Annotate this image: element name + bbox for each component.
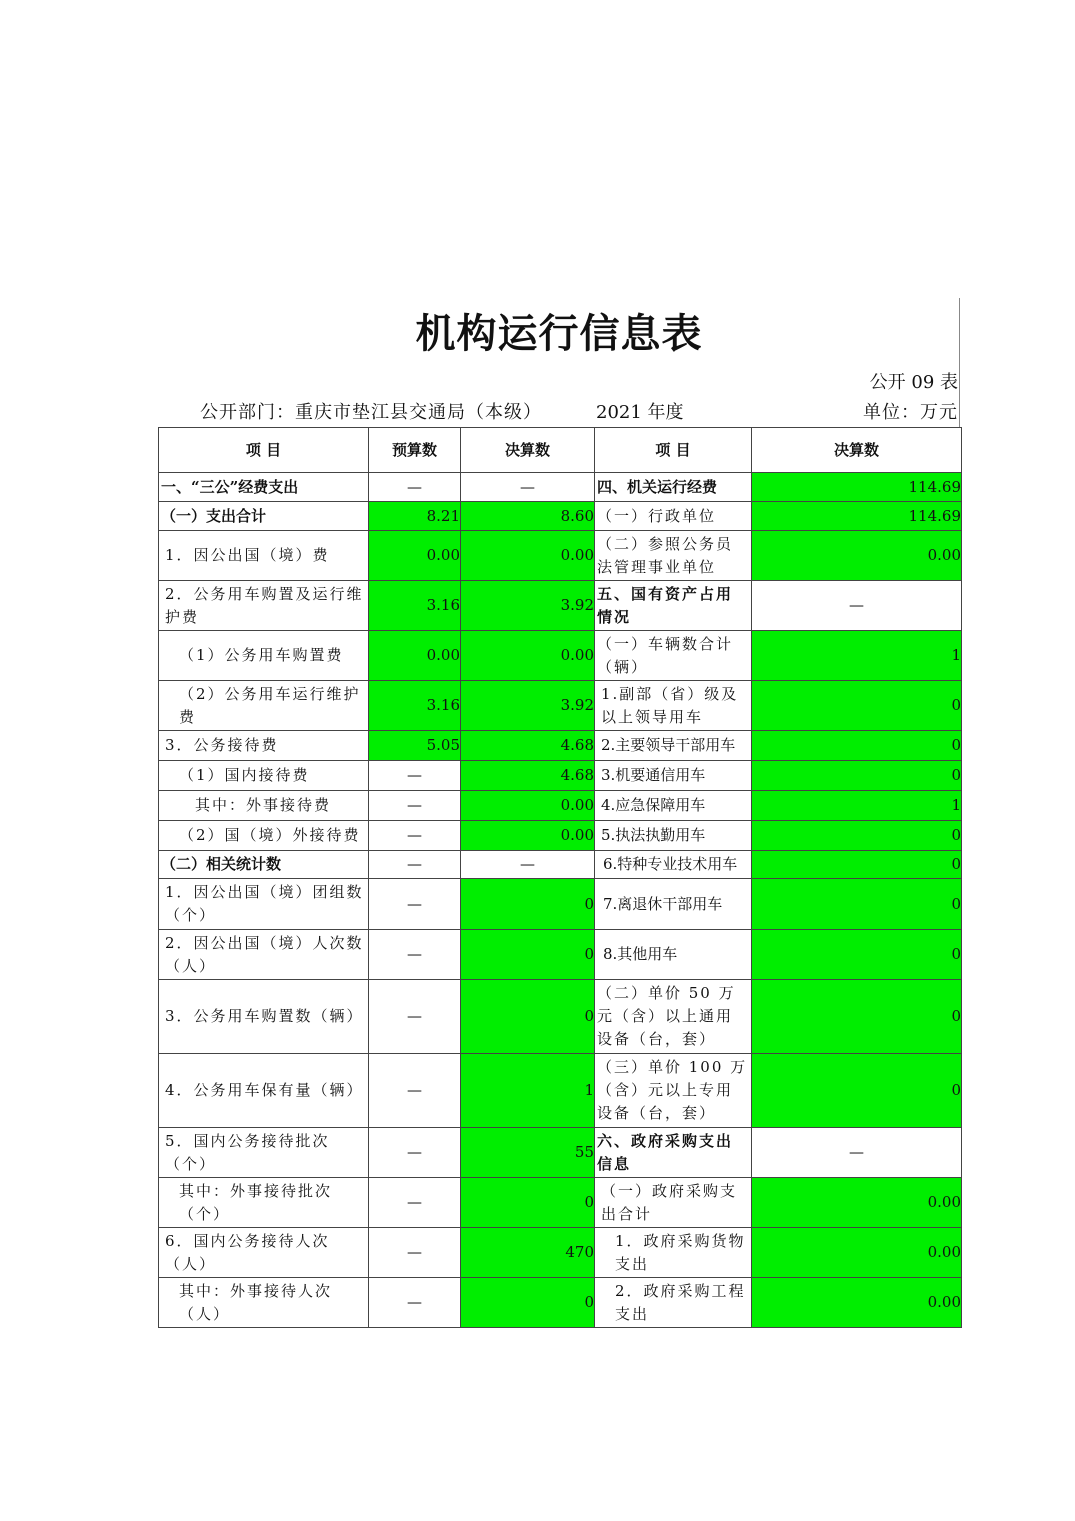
budget-cell: — (369, 761, 461, 791)
final-cell: 0.00 (461, 531, 595, 581)
right-label: 六、政府采购支出信息 (595, 1128, 752, 1178)
right-value: 0 (752, 681, 962, 731)
table-row (159, 1128, 962, 1178)
right-label: （一）行政单位 (595, 502, 752, 531)
right-label: （二）单价 50 万元（含）以上通用设备（台，套） (595, 980, 752, 1054)
final-cell: 0 (461, 980, 595, 1054)
table-row (159, 1178, 962, 1228)
budget-cell: — (369, 1054, 461, 1128)
right-value: 1 (752, 631, 962, 681)
final-cell: 0.00 (461, 631, 595, 681)
row-label: 1．因公出国（境）费 (159, 531, 369, 581)
budget-cell: 0.00 (369, 531, 461, 581)
budget-cell: 3.16 (369, 681, 461, 731)
right-value: 0 (752, 761, 962, 791)
right-value: 1 (752, 791, 962, 821)
department-label: 公开部门：重庆市垫江县交通局（本级） (200, 402, 542, 423)
budget-cell: 8.21 (369, 502, 461, 531)
row-label: 2．公务用车购置及运行维护费 (159, 581, 369, 631)
right-value: 0.00 (752, 1228, 962, 1278)
final-cell: 0 (461, 1278, 595, 1328)
row-label: （2）国（境）外接待费 (159, 821, 369, 851)
table-row (159, 631, 962, 681)
table-row (159, 821, 962, 851)
right-label: 1.副部（省）级及以上领导用车 (595, 681, 752, 731)
header-final-right: 决算数 (752, 428, 962, 473)
right-value: 0.00 (752, 1278, 962, 1328)
budget-cell: — (369, 879, 461, 930)
final-cell: 55 (461, 1128, 595, 1178)
right-label: （一）车辆数合计（辆） (595, 631, 752, 681)
right-label: （一）政府采购支出合计 (595, 1178, 752, 1228)
final-cell: 8.60 (461, 502, 595, 531)
row-label: 3．公务用车购置数（辆） (159, 980, 369, 1054)
page-title: 机构运行信息表 (415, 310, 703, 357)
table-row (159, 502, 962, 531)
header-item-right: 项 目 (595, 428, 752, 473)
final-cell: 0 (461, 879, 595, 930)
budget-cell: — (369, 1178, 461, 1228)
row-label: 3．公务接待费 (159, 731, 369, 761)
table-row (159, 980, 962, 1054)
final-cell: — (461, 473, 595, 502)
table-row (159, 791, 962, 821)
right-label: 3.机要通信用车 (595, 761, 752, 791)
final-cell: 3.92 (461, 681, 595, 731)
table-header-row (159, 428, 962, 473)
right-label: 5.执法执勤用车 (595, 821, 752, 851)
final-cell: 4.68 (461, 731, 595, 761)
final-cell: 4.68 (461, 761, 595, 791)
right-value: 0.00 (752, 1178, 962, 1228)
table-row (159, 581, 962, 631)
right-value: 114.69 (752, 502, 962, 531)
row-label: 1．因公出国（境）团组数（个） (159, 879, 369, 930)
final-cell: 0.00 (461, 821, 595, 851)
header-item: 项 目 (159, 428, 369, 473)
row-label: 一、“三公”经费支出 (159, 473, 369, 502)
table-row (159, 1278, 962, 1328)
table-row (159, 761, 962, 791)
table-row (159, 681, 962, 731)
unit-label: 单位：万元 (863, 402, 958, 423)
right-value: 0 (752, 980, 962, 1054)
row-label: （1）国内接待费 (159, 761, 369, 791)
row-label: 4．公务用车保有量（辆） (159, 1054, 369, 1128)
right-value: — (752, 581, 962, 631)
right-value: — (752, 1128, 962, 1178)
right-value: 0 (752, 930, 962, 980)
row-label: 其中：外事接待人次（人） (159, 1278, 369, 1328)
budget-cell: 0.00 (369, 631, 461, 681)
right-value: 0 (752, 731, 962, 761)
table-row (159, 531, 962, 581)
right-label: 8.其他用车 (595, 930, 752, 980)
row-label: （一）支出合计 (159, 502, 369, 531)
right-label: 4.应急保障用车 (595, 791, 752, 821)
table-row (159, 473, 962, 502)
final-cell: 470 (461, 1228, 595, 1278)
budget-cell: — (369, 1228, 461, 1278)
table-row (159, 1228, 962, 1278)
row-label: （2）公务用车运行维护费 (159, 681, 369, 731)
right-label: 6.特种专业技术用车 (595, 851, 752, 879)
right-value: 0 (752, 879, 962, 930)
right-label: （二）参照公务员法管理事业单位 (595, 531, 752, 581)
final-cell: 0 (461, 1178, 595, 1228)
row-label: 5．国内公务接待批次（个） (159, 1128, 369, 1178)
table-row (159, 879, 962, 930)
header-budget: 预算数 (369, 428, 461, 473)
right-label: 2.主要领导干部用车 (595, 731, 752, 761)
right-label: 2．政府采购工程支出 (595, 1278, 752, 1328)
final-cell: 1 (461, 1054, 595, 1128)
right-label: （三）单价 100 万（含）元以上专用设备（台，套） (595, 1054, 752, 1128)
right-label: 四、机关运行经费 (595, 473, 752, 502)
row-label: （二）相关统计数 (159, 851, 369, 879)
right-label: 1．政府采购货物支出 (595, 1228, 752, 1278)
budget-cell: 3.16 (369, 581, 461, 631)
header-final: 决算数 (461, 428, 595, 473)
table-row (159, 1054, 962, 1128)
right-value: 0 (752, 821, 962, 851)
right-label: 7.离退休干部用车 (595, 879, 752, 930)
row-label: 6．国内公务接待人次（人） (159, 1228, 369, 1278)
final-cell: 3.92 (461, 581, 595, 631)
right-label: 五、国有资产占用情况 (595, 581, 752, 631)
budget-cell: — (369, 980, 461, 1054)
budget-cell: — (369, 851, 461, 879)
final-cell: 0.00 (461, 791, 595, 821)
form-number: 公开 09 表 (869, 372, 958, 393)
budget-cell: — (369, 930, 461, 980)
right-value: 114.69 (752, 473, 962, 502)
budget-cell: — (369, 791, 461, 821)
table-row (159, 930, 962, 980)
row-label: 其中：外事接待批次（个） (159, 1178, 369, 1228)
year-label: 2021 年度 (596, 402, 684, 423)
final-cell: — (461, 851, 595, 879)
row-label: 其中：外事接待费 (159, 791, 369, 821)
row-label: 2．因公出国（境）人次数（人） (159, 930, 369, 980)
info-table (158, 427, 962, 1328)
row-label: （1）公务用车购置费 (159, 631, 369, 681)
budget-cell: — (369, 473, 461, 502)
right-value: 0 (752, 1054, 962, 1128)
budget-cell: — (369, 821, 461, 851)
budget-cell: — (369, 1278, 461, 1328)
right-value: 0 (752, 851, 962, 879)
right-value: 0.00 (752, 531, 962, 581)
table-row (159, 731, 962, 761)
table-row (159, 851, 962, 879)
budget-cell: — (369, 1128, 461, 1178)
budget-cell: 5.05 (369, 731, 461, 761)
final-cell: 0 (461, 930, 595, 980)
